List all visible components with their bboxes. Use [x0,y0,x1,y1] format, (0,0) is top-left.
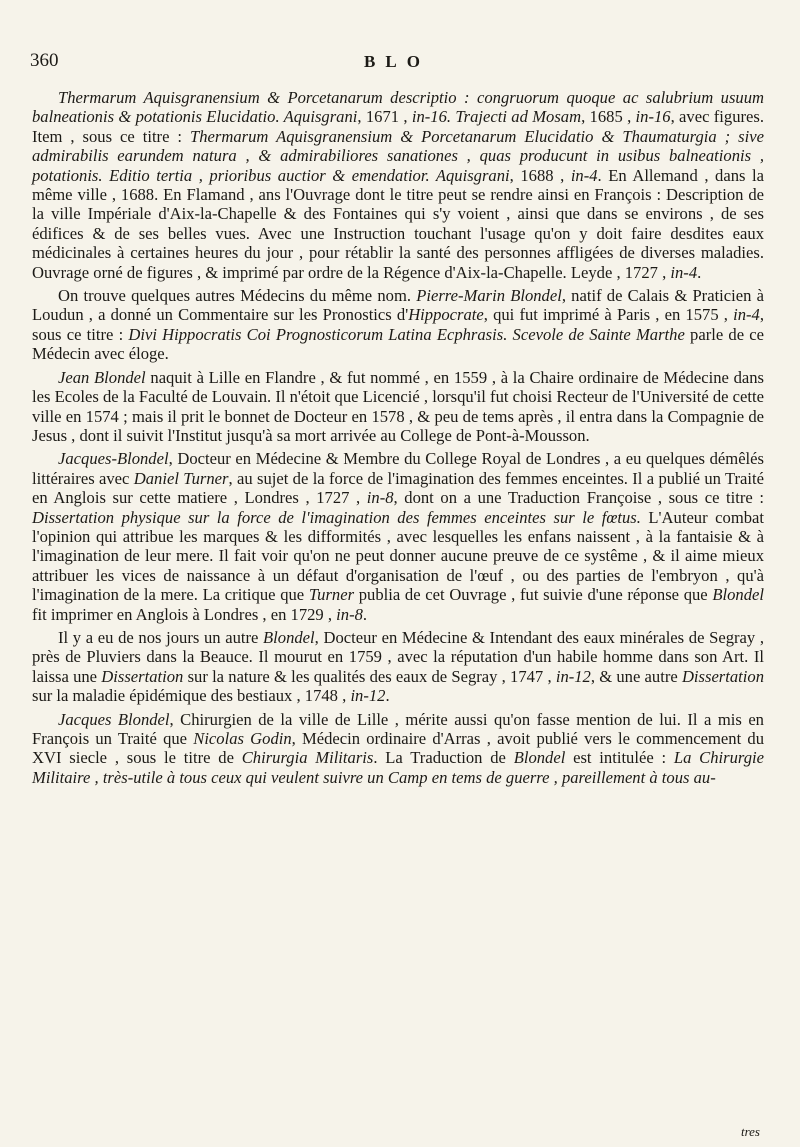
text-run: , 1685 , [581,107,636,127]
paragraph [32,628,764,706]
paragraph [32,710,764,788]
italic-text: Daniel Turner [133,468,229,488]
italic-text: Jacques Blondel [58,709,170,729]
text-run: , Médecin ordinaire d'Arras , avoit publié vers le commencement du XVI siecle , sous le titre de [32,729,764,768]
italic-text: Dissertation physique sur la force de l'imagination des femmes enceintes sur le fœtus. [32,507,641,527]
text-run: On trouve quelques autres Médecins du même nom. [58,286,417,306]
italic-text: in-16. Trajecti ad Mosam [411,107,582,127]
italic-text: Dissertation [681,666,764,686]
text-run: , dont on a une Traduction Françoise , sous ce titre : [393,488,764,508]
italic-text: in-4 [570,165,598,185]
italic-text: in-12 [555,666,591,686]
italic-text: Thermarum Aquisgranensium & Porcetanarum descriptio : congruorum quoque ac salubrium usuum balneationis & potationis Elucidatio. Aquisgrani [32,88,764,127]
text-run: L'Auteur combat l'opinion qui attribue les marques & les difformités , avec lesquelles les enfans naissent , à la fantaisie & à l'imagination de leur mere. Il fait voir qu'on ne peut donner aucune preuve de ce systême , & il aime mieux attribuer les vices de naissance à un défaut d'organisation de l'œuf , ou des parties de l'embryon , qu'à l'imagination de la mere. La critique que [32,507,764,605]
italic-text: in-8 [336,604,363,624]
italic-text: Blondel [712,585,764,605]
page-header [30,50,764,80]
text-run: , sous ce titre : [32,305,764,344]
italic-text: in-4 [733,305,760,325]
italic-text: Jean Blondel [58,367,146,387]
text-run: , qui fut imprimé à Paris , en 1575 , [483,305,734,325]
catchword: tres [740,1124,760,1139]
text-run: est intitulée : [565,748,674,768]
text-run: parle de ce Médecin avec éloge. [32,324,764,364]
text-run: Il y a eu de nos jours un autre [58,627,264,647]
italic-text: Divi Hippocratis Coi Prognosticorum Latina Ecphrasis. Scevole de Sainte Marthe [128,324,685,344]
italic-text: in-16 [635,107,671,127]
text-run: . La Traduction de [373,748,514,768]
italic-text: Nicolas Godin [193,729,292,748]
running-title: BLO [364,52,430,71]
paragraph [32,88,764,282]
text-run: naquit à Lille en Flandre , & fut nommé , en 1559 , à la Chaire ordinaire de Médecine dans les Ecoles de la Faculté de Louvain. Il n'étoit que Licencié , lorsqu'il fut choisi Recteur de l'Université de cette ville en 1574 ; mais il prit le bonnet de Docteur en 1578 , & peu de tems après , il entra dans la Compagnie de Jesus , dont il suivit l'Institut jusqu'à sa mort arrivée au College de Pont-à-Mousson. [32,367,764,445]
italic-text: Jacques-Blondel [58,449,169,469]
page-number: 360 [30,50,59,71]
italic-text: Blondel [513,748,566,768]
italic-text: Turner [308,585,355,605]
text-run: , 1671 , [357,107,412,127]
paragraph [32,286,764,364]
body-text [32,88,764,791]
text-run: , au sujet de la force de l'imagination des femmes enceintes. Il a publié un Traité en Anglois sur cette matiere , Londres , 1727 , [32,468,764,508]
text-run: , & une autre [590,666,682,686]
italic-text: Dissertation [101,666,184,686]
paragraph [32,368,764,446]
italic-text: Chirurgia Militaris [241,748,374,768]
italic-text: in-12 [350,686,386,706]
text-run: . [385,686,390,706]
text-run: , avec figures. Item , sous ce titre : [32,107,764,146]
text-run: fit imprimer en Anglois à Londres , en 1729 , [32,604,337,624]
italic-text: Hippocrate [408,305,484,325]
italic-text: Thermarum Aquisgranensium & Porcetanarum Elucidatio & Thaumaturgia ; sive admirabilis earundem natura , & admirabiliores sanationes , quas producunt in usibus balneationis , potationis. Editio tertia , prioribus auctior & emendatior. Aquisgrani [32,126,764,185]
text-run: sur la nature & les qualités des eaux de Segray , 1747 , [183,666,556,686]
italic-text: Pierre-Marin Blondel [416,286,562,306]
text-run: . [697,262,702,282]
text-run: , Docteur en Médecine & Membre du College Royal de Londres , a eu quelques démêlés littéraires avec [32,449,764,488]
italic-text: La Chirurgie Militaire , très-utile à tous ceux qui veulent suivre un Camp en tems de guerre , pareillement à tous au- [32,748,765,787]
text-run: . En Allemand , dans la même ville , 1688. En Flamand , ans l'Ouvrage dont le titre peut se rendre ainsi en François : Description de la ville Impériale d'Aix-la-Chapelle & des Fontaines qui s'y voient , ainsi que dans se environs , de ses édifices & de ses belles vues. Avec une Instruction touchant l'usage qu'on y doit faire desdites eaux médicinales à certaines heures du jour , pour rétablir la santé des personnes affligées de diverses maladies. Ouvrage orné de figures , & imprimé par ordre de la Régence d'Aix-la-Chapelle. Leyde , 1727 , [32,165,764,282]
italic-text: Blondel [263,627,315,647]
text-run: , Chirurgien de la ville de Lille , mérite aussi qu'on fasse mention de lui. Il a mis en François un Traité que [32,709,764,748]
paragraph [32,449,764,624]
text-run: , Docteur en Médecine & Intendant des eaux minérales de Segray , près de Pluviers dans la Beauce. Il mourut en 1759 , avec la réputation d'un habile homme dans son Art. Il laissa une [32,627,764,686]
italic-text: in-8 [366,488,394,508]
text-run: sur la maladie épidémique des bestiaux , 1748 , [32,686,351,706]
text-run: , natif de Calais & Praticien à Loudun , a donné un Commentaire sur les Pronostics d' [32,286,764,325]
text-run: publia de cet Ouvrage , fut suivie d'une réponse que [354,585,713,605]
text-run: . [362,604,368,624]
italic-text: in-4 [670,262,698,282]
text-run: , 1688 , [509,165,571,185]
